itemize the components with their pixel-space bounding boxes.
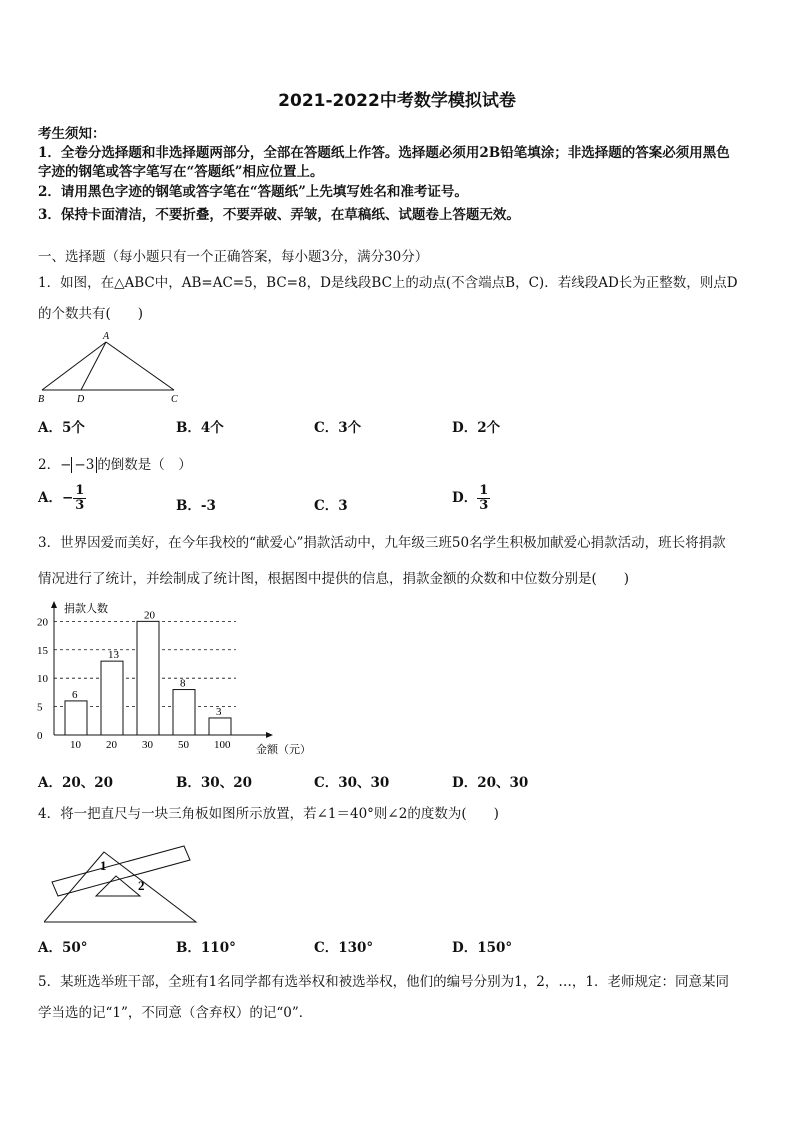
section-heading: 一、选择题（每小题只有一个正确答案，每小题3分，满分30分） <box>38 249 429 265</box>
y-tick-label: 15 <box>37 644 48 657</box>
q3-option-a: A．20、20 <box>38 775 114 791</box>
bar-value-label: 3 <box>216 705 222 718</box>
x-tick-label: 30 <box>142 739 153 751</box>
q1-option-c: C．3个 <box>314 420 362 436</box>
q4-option-d: D．150° <box>452 940 513 956</box>
y-tick-label: 0 <box>37 730 43 742</box>
bar-value-label: 13 <box>108 649 119 662</box>
q3-option-d: D．20、30 <box>452 775 529 791</box>
q1-line1: 1．如图，在△ABC中，AB=AC=5，BC=8，D是线段BC上的动点(不含端点B，C)．若线段AD长为正整数，则点D <box>38 275 738 291</box>
y-axis-arrow <box>51 601 57 608</box>
x-tick-label: 20 <box>106 739 117 751</box>
notice-item-1: 1．全卷分选择题和非选择题两部分，全部在答题纸上作答。选择题必须用2B铅笔填涂；非选择题的答案必须用黑色 <box>38 145 730 161</box>
q2-abs-value: −3 <box>71 457 97 473</box>
bar <box>65 701 87 735</box>
q1-option-a: A．5个 <box>38 420 85 436</box>
q4-ruler-triangle-figure <box>44 838 204 928</box>
q2-option-a-label: A． <box>38 490 62 506</box>
x-tick-label: 100 <box>214 739 231 751</box>
bar-value-label: 6 <box>72 688 78 701</box>
q3-line1: 3．世界因爱而美好，在今年我校的“献爱心”捐款活动中，九年级三班50名学生积极加献爱心捐款活动，班长将捐款 <box>38 535 726 551</box>
q4-angle-1-label: 1 <box>100 858 107 873</box>
q2-suffix: 的倒数是（ ） <box>97 457 192 473</box>
bar <box>101 661 123 735</box>
q1-label-a: A <box>103 331 110 342</box>
q5-line1: 5．某班选举班干部，全班有1名同学都有选举权和被选举权，他们的编号分别为1，2，…，1．老师规定：同意某同 <box>38 974 729 990</box>
q3-option-b: B．30、20 <box>176 775 252 791</box>
bar <box>137 621 159 735</box>
q1-option-b: B．4个 <box>176 420 224 436</box>
q3-line2: 情况进行了统计，并绘制成了统计图，根据图中提供的信息，捐款金额的众数和中位数分别是( ) <box>38 571 630 587</box>
x-axis-arrow <box>266 732 273 738</box>
q2-option-a-fraction: $\frac{1}{3}$ <box>75 483 85 513</box>
bar-value-label: 20 <box>144 609 155 622</box>
x-tick-label: 10 <box>70 739 81 751</box>
q1-line2: 的个数共有( ) <box>38 306 144 322</box>
donation-bar-chart <box>34 596 334 760</box>
notice-heading: 考生须知： <box>38 126 106 142</box>
q1-option-d: D．2个 <box>452 420 501 436</box>
q1-label-d: D <box>77 394 85 405</box>
x-tick-label: 50 <box>178 739 189 751</box>
q4-stem: 4．将一把直尺与一块三角板如图所示放置，若∠1＝40°则∠2的度数为( ) <box>38 806 499 822</box>
q3-option-c: C．30、30 <box>314 775 390 791</box>
notice-item-1-cont: 字迹的钢笔或答字笔写在“答题纸”相应位置上。 <box>38 164 324 180</box>
notice-item-2: 2．请用黑色字迹的钢笔或答字笔在“答题纸”上先填写姓名和准考证号。 <box>38 184 468 200</box>
q2-option-d-label: D． <box>452 490 478 506</box>
q2-option-a-sign: − <box>61 490 74 506</box>
q2-option-b: B．-3 <box>176 498 216 514</box>
q2-stem <box>38 453 192 473</box>
q4-option-b: B．110° <box>176 940 236 956</box>
x-axis-label: 金额（元） <box>256 744 311 756</box>
q2-option-c: C．3 <box>314 498 348 514</box>
q4-option-a: A．50° <box>38 940 88 956</box>
bar <box>173 690 195 735</box>
q5-line2: 学当选的记“1”，不同意（含弃权）的记“0”． <box>38 1005 313 1021</box>
q2-expr-minus: − <box>60 457 72 473</box>
q2-option-d <box>452 484 490 513</box>
q4-angle-2-label: 2 <box>138 878 145 893</box>
y-tick-label: 10 <box>37 673 48 686</box>
notice-item-3: 3．保持卡面清洁，不要折叠，不要弄破、弄皱，在草稿纸、试题卷上答题无效。 <box>38 207 520 223</box>
q4-option-c: C．130° <box>314 940 374 956</box>
y-tick-label: 5 <box>37 701 43 714</box>
q1-label-b: B <box>38 394 45 405</box>
bar-value-label: 8 <box>180 677 186 690</box>
q2-prefix: 2． <box>38 457 61 473</box>
q1-label-c: C <box>171 394 178 405</box>
q2-option-a <box>38 484 86 513</box>
q2-option-d-fraction: $\frac{1}{3}$ <box>479 483 489 513</box>
y-axis-label: 捐款人数 <box>64 603 108 615</box>
q1-triangle-figure <box>34 328 194 408</box>
bar <box>209 718 231 735</box>
page-title: 2021-2022中考数学模拟试卷 <box>278 91 516 111</box>
y-tick-label: 20 <box>37 616 48 629</box>
